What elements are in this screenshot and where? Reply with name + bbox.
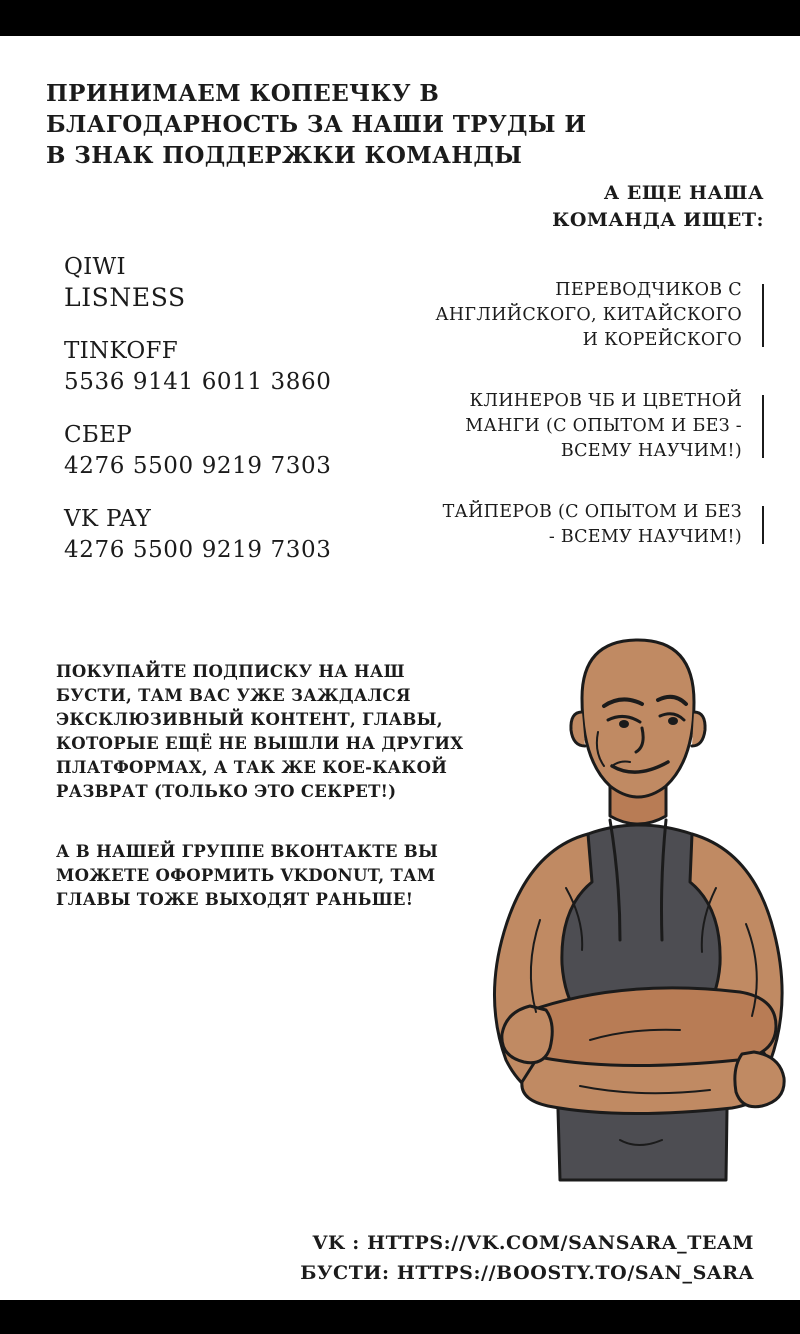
donation-method-value: LISNESS <box>64 283 186 312</box>
boosty-paragraph: ПОКУПАЙТЕ ПОДПИСКУ НА НАШ БУСТИ, ТАМ ВАС УЖЕ ЗАЖДАЛСЯ ЭКСКЛЮЗИВНЫЙ КОНТЕНТ, ГЛАВЫ, КОТОРЫЕ ЕЩЁ НЕ ВЫШЛИ НА ДРУГИХ ПЛАТФОРМАХ, А ТАК ЖЕ КОЕ-КАКОЙ РАЗВРАТ (ТОЛЬКО ЭТО СЕКРЕТ!) <box>56 662 464 801</box>
vk-paragraph: А В НАШЕЙ ГРУППЕ ВКОНТАКТЕ ВЫ МОЖЕТЕ ОФОРМИТЬ VKDONUT, ТАМ ГЛАВЫ ТОЖЕ ВЫХОДЯТ РАНЬШЕ! <box>56 842 439 909</box>
donation-list <box>64 252 444 588</box>
vacancy-item: ТАЙПЕРОВ (С ОПЫТОМ И БЕЗ - ВСЕМУ НАУЧИМ!) <box>434 500 764 550</box>
top-black-band <box>0 0 800 36</box>
headline-line-3: В ЗНАК ПОДДЕРЖКИ КОМАНДЫ <box>46 142 523 169</box>
donation-item-sber <box>64 420 444 482</box>
vacancies-list <box>434 278 764 586</box>
page-title <box>46 78 587 171</box>
donation-method-name: VK PAY <box>64 506 152 532</box>
vk-link[interactable]: VK : HTTPS://VK.COM/SANSARA_TEAM <box>312 1232 754 1254</box>
donation-item-qiwi <box>64 252 444 314</box>
boosty-link[interactable]: БУСТИ: HTTPS://BOOSTY.TO/SAN_SARA <box>300 1262 754 1284</box>
donation-item-vkpay <box>64 504 444 566</box>
donation-method-value: 4276 5500 9219 7303 <box>64 537 332 563</box>
donation-item-tinkoff <box>64 336 444 398</box>
vacancy-item: КЛИНЕРОВ ЧБ И ЦВЕТНОЙ МАНГИ (С ОПЫТОМ И БЕЗ - ВСЕМУ НАУЧИМ!) <box>434 389 764 464</box>
vacancy-item: ПЕРЕВОДЧИКОВ С АНГЛИЙСКОГО, КИТАЙСКОГО И КОРЕЙСКОГО <box>434 278 764 353</box>
donation-method-name: QIWI <box>64 254 126 280</box>
donation-method-name: СБЕР <box>64 422 132 448</box>
bottom-black-band <box>0 1300 800 1334</box>
donation-method-name: TINKOFF <box>64 338 178 364</box>
donation-method-value: 4276 5500 9219 7303 <box>64 453 332 479</box>
vacancies-title-line-1: А ЕЩЕ НАША <box>603 182 764 204</box>
headline-line-2: БЛАГОДАРНОСТЬ ЗА НАШИ ТРУДЫ И <box>46 111 587 138</box>
headline-line-1: ПРИНИМАЕМ КОПЕЕЧКУ В <box>46 80 440 107</box>
vacancies-title-line-2: КОМАНДА ИЩЕТ: <box>552 209 764 231</box>
donation-method-value: 5536 9141 6011 3860 <box>64 369 332 395</box>
muscular-man-illustration <box>470 620 800 1300</box>
vacancies-title <box>444 180 764 234</box>
